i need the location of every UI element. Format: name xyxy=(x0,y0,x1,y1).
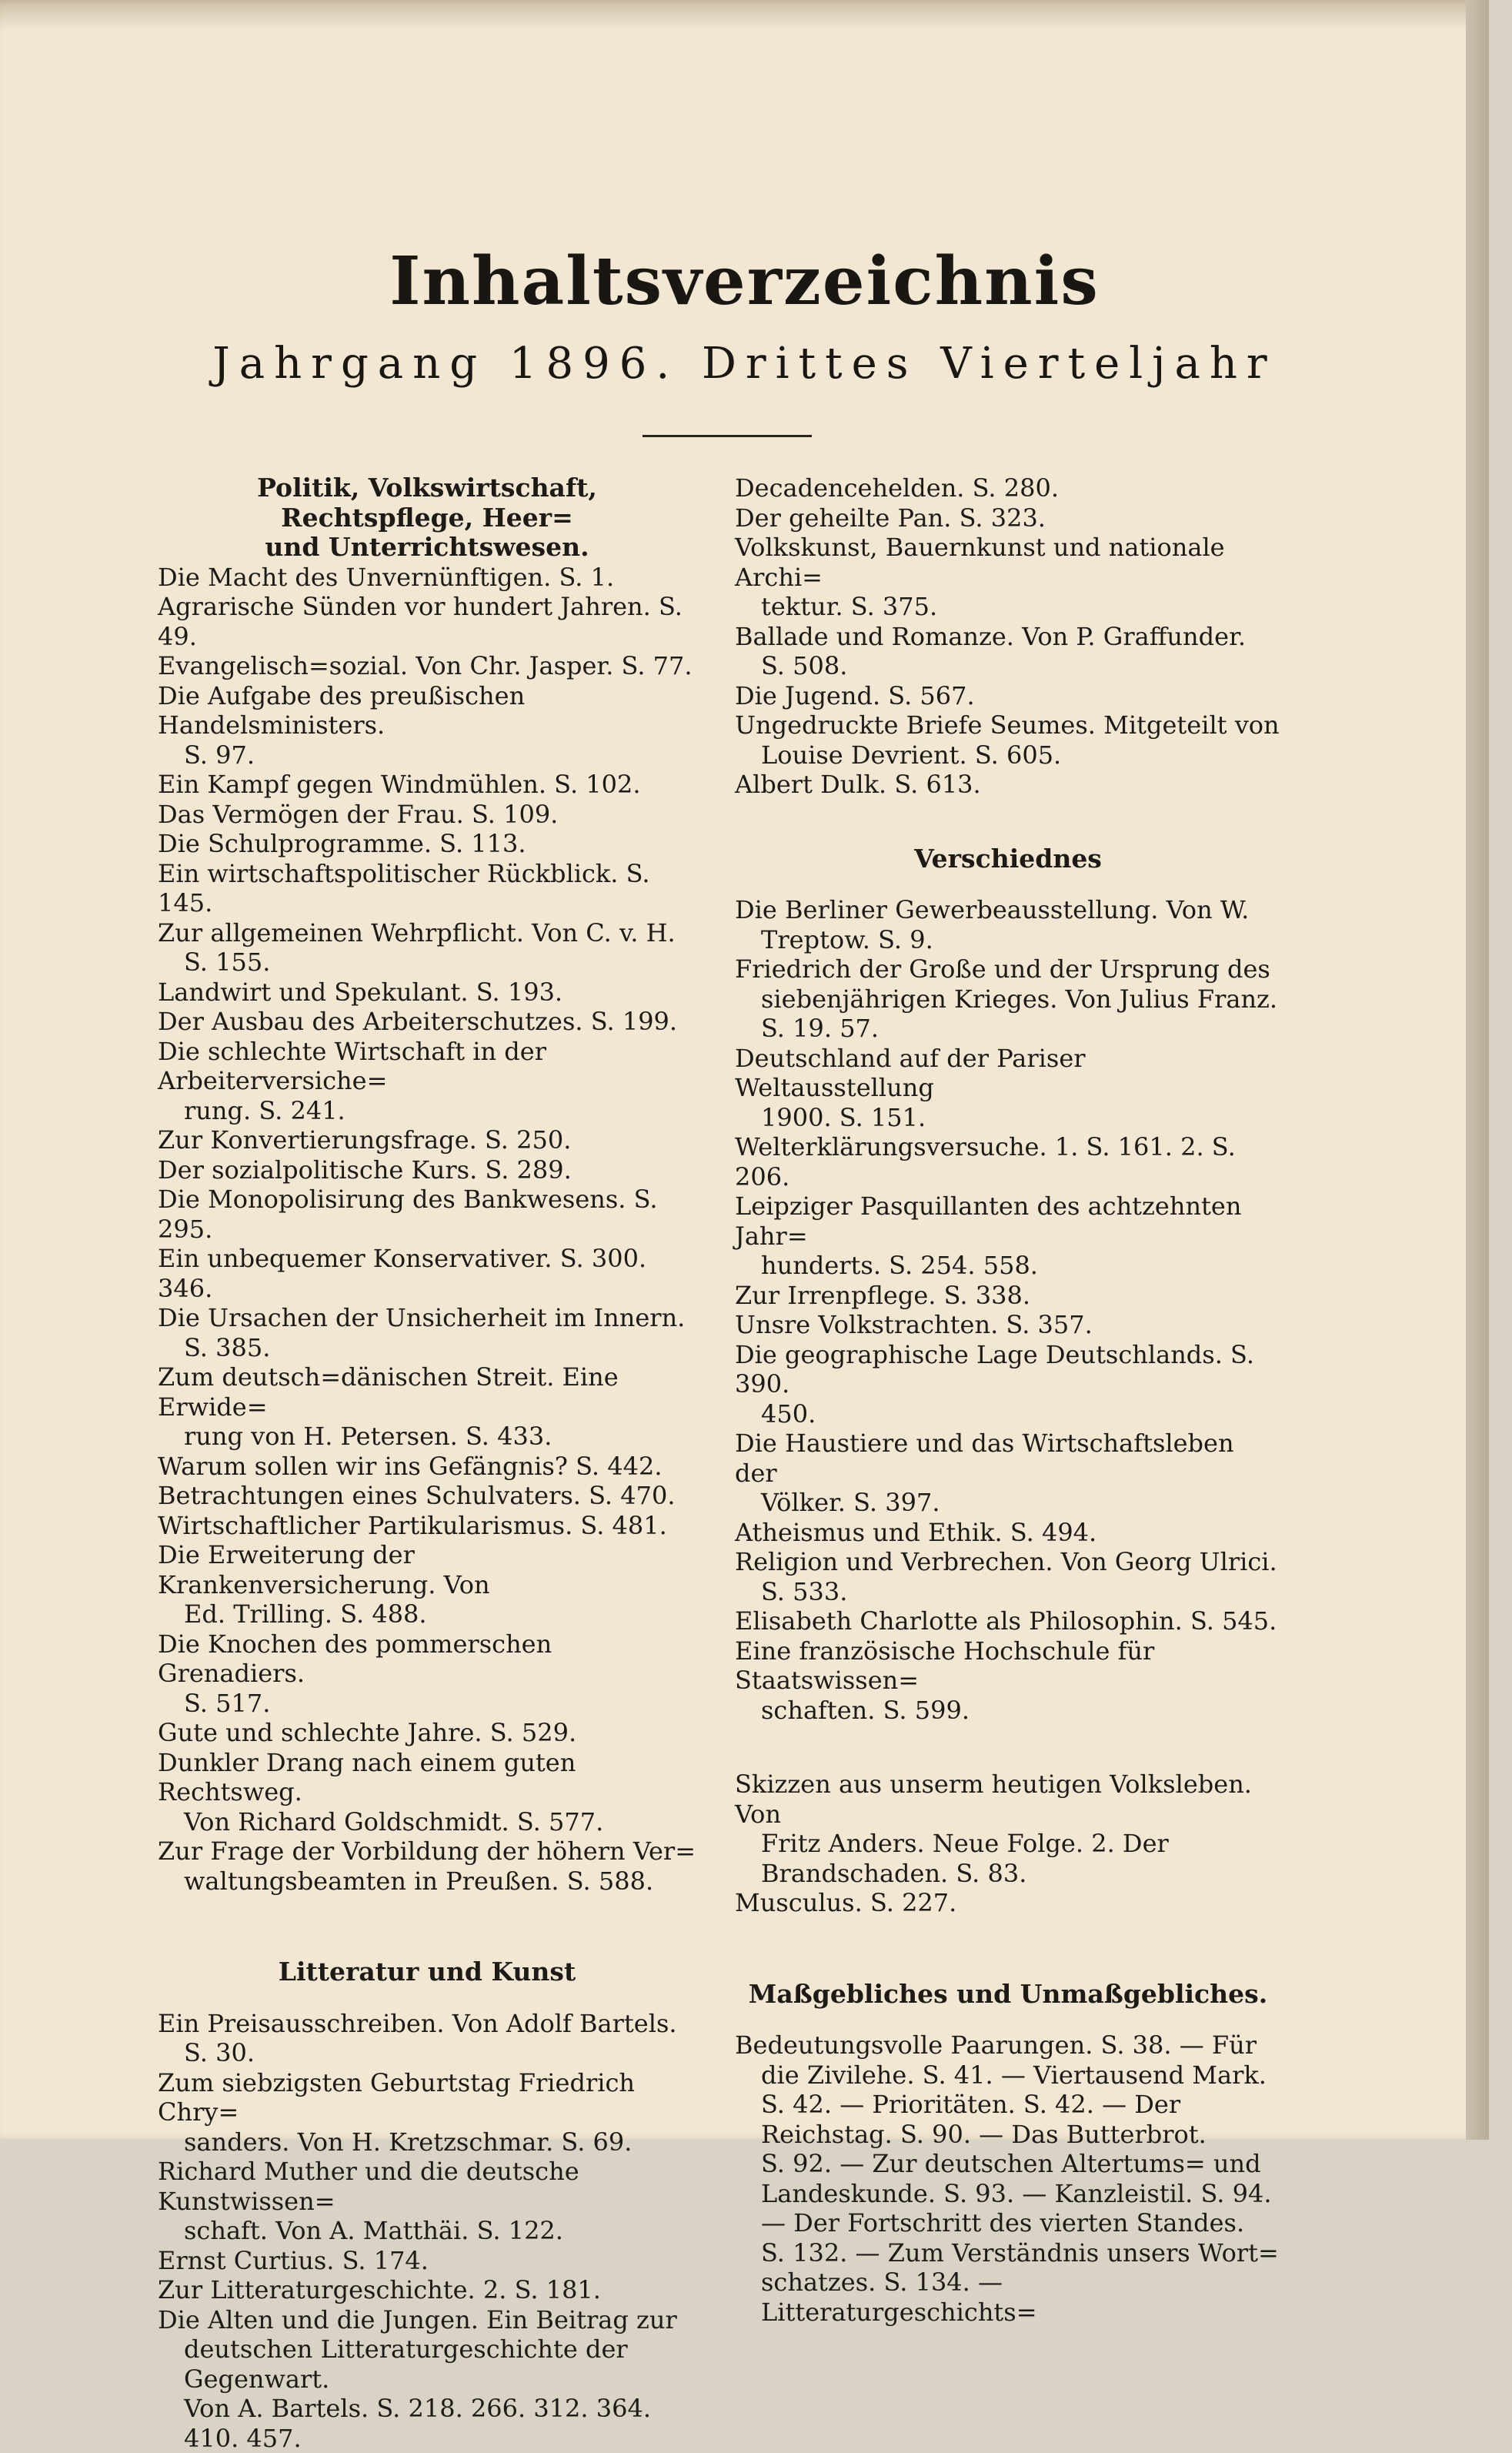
toc-line: Ein unbequemer Konservativer. S. 300. 346. xyxy=(158,1244,696,1303)
toc-line: Landwirt und Spekulant. S. 193. xyxy=(158,978,696,1008)
toc-line: S. 42. — Prioritäten. S. 42. — Der xyxy=(735,2090,1281,2120)
toc-line: Die Haustiere und das Wirtschaftsleben der xyxy=(735,1429,1281,1488)
toc-line: Zur Irrenpflege. S. 338. xyxy=(735,1281,1281,1311)
toc-line: Die schlechte Wirtschaft in der Arbeiterversiche= xyxy=(158,1037,696,1096)
toc-line: rung von H. Petersen. S. 433. xyxy=(158,1422,696,1452)
section-list-litteratur xyxy=(158,2009,696,2453)
toc-line: Die Monopolisirung des Bankwesens. S. 295. xyxy=(158,1185,696,1244)
toc-line: Religion und Verbrechen. Von Georg Ulrici. xyxy=(735,1547,1281,1577)
toc-line: Atheismus und Ethik. S. 494. xyxy=(735,1518,1281,1548)
toc-line: Leipziger Pasquillanten des achtzehnten Jahr= xyxy=(735,1191,1281,1251)
spacer xyxy=(735,800,1281,844)
toc-line: Zur Frage der Vorbildung der höhern Ver= xyxy=(158,1836,696,1866)
toc-line: schaft. Von A. Matthäi. S. 122. xyxy=(158,2216,696,2246)
toc-line: Die Erweiterung der Krankenversicherung. Von xyxy=(158,1540,696,1599)
toc-line: Die Schulprogramme. S. 113. xyxy=(158,829,696,859)
page-subtitle: Jahrgang 1896. Drittes Vierteljahr xyxy=(0,339,1489,389)
section-list-verschiednes xyxy=(735,895,1281,1725)
toc-line: Die Berliner Gewerbeausstellung. Von W. xyxy=(735,895,1281,925)
toc-line: Ernst Curtius. S. 174. xyxy=(158,2246,696,2276)
section-list-politik xyxy=(158,563,696,1897)
toc-line: Treptow. S. 9. xyxy=(735,925,1281,955)
spacer xyxy=(735,874,1281,895)
toc-line: Ballade und Romanze. Von P. Graffunder. xyxy=(735,622,1281,652)
right-column xyxy=(735,473,1281,2327)
spacer xyxy=(735,1725,1281,1770)
toc-line: Unsre Volkstrachten. S. 357. xyxy=(735,1310,1281,1340)
toc-line: Ein Kampf gegen Windmühlen. S. 102. xyxy=(158,770,696,800)
toc-line: rung. S. 241. xyxy=(158,1096,696,1126)
toc-line: waltungsbeamten in Preußen. S. 588. xyxy=(158,1866,696,1897)
toc-line: Dunkler Drang nach einem guten Rechtsweg. xyxy=(158,1748,696,1807)
toc-line: S. 508. xyxy=(735,651,1281,681)
toc-line: Friedrich der Große und der Ursprung des xyxy=(735,954,1281,984)
toc-line: S. 30. xyxy=(158,2038,696,2068)
section-heading-politik xyxy=(158,473,696,563)
toc-line: S. 97. xyxy=(158,740,696,770)
toc-line: Louise Devrient. S. 605. xyxy=(735,740,1281,770)
toc-line: Agrarische Sünden vor hundert Jahren. S. 49. xyxy=(158,592,696,651)
toc-line: sanders. Von H. Kretzschmar. S. 69. xyxy=(158,2127,696,2157)
toc-line: Eine französische Hochschule für Staatswissen= xyxy=(735,1636,1281,1696)
toc-line: die Zivilehe. S. 41. — Viertausend Mark. xyxy=(735,2060,1281,2090)
toc-line: S. 132. — Zum Verständnis unsers Wort= xyxy=(735,2238,1281,2268)
toc-line: Volkskunst, Bauernkunst und nationale Archi= xyxy=(735,533,1281,592)
toc-line: Ein wirtschaftspolitischer Rückblick. S. 145. xyxy=(158,859,696,918)
toc-line: Die Jugend. S. 567. xyxy=(735,681,1281,711)
toc-line: Der sozialpolitische Kurs. S. 289. xyxy=(158,1155,696,1185)
toc-line: S. 385. xyxy=(158,1333,696,1363)
toc-line: S. 533. xyxy=(735,1577,1281,1607)
toc-line: Fritz Anders. Neue Folge. 2. Der xyxy=(735,1829,1281,1859)
toc-line: Zum siebzigsten Geburtstag Friedrich Chry= xyxy=(158,2068,696,2127)
toc-line: Betrachtungen eines Schulvaters. S. 470. xyxy=(158,1481,696,1511)
toc-line: Ein Preisausschreiben. Von Adolf Bartels. xyxy=(158,2009,696,2039)
page-edge xyxy=(1466,0,1489,2140)
toc-line: schaften. S. 599. xyxy=(735,1696,1281,1726)
toc-line: Das Vermögen der Frau. S. 109. xyxy=(158,800,696,830)
toc-line: Welterklärungsversuche. 1. S. 161. 2. S. 206. xyxy=(735,1132,1281,1191)
toc-line: Ungedruckte Briefe Seumes. Mitgeteilt von xyxy=(735,710,1281,740)
toc-line: 450. xyxy=(735,1399,1281,1429)
toc-line: Zur allgemeinen Wehrpflicht. Von C. v. H. xyxy=(158,918,696,948)
section-heading-line: und Unterrichtswesen. xyxy=(158,533,696,563)
toc-line: Der geheilte Pan. S. 323. xyxy=(735,503,1281,533)
section-heading-verschiednes: Verschiednes xyxy=(735,844,1281,874)
toc-line: Landeskunde. S. 93. — Kanzleistil. S. 94. xyxy=(735,2179,1281,2209)
toc-line: S. 19. 57. xyxy=(735,1014,1281,1044)
toc-line: Zur Litteraturgeschichte. 2. S. 181. xyxy=(158,2275,696,2305)
toc-line: 1900. S. 151. xyxy=(735,1103,1281,1133)
toc-line: Gute und schlechte Jahre. S. 529. xyxy=(158,1718,696,1748)
toc-line: Zum deutsch=dänischen Streit. Eine Erwide= xyxy=(158,1362,696,1422)
toc-line: Deutschland auf der Pariser Weltausstellung xyxy=(735,1044,1281,1103)
page-shadow xyxy=(0,0,1489,31)
section-list-continuation xyxy=(735,473,1281,800)
title-rule xyxy=(643,435,812,437)
toc-line: tektur. S. 375. xyxy=(735,592,1281,622)
toc-line: Zur Konvertierungsfrage. S. 250. xyxy=(158,1125,696,1155)
toc-line: Von Richard Goldschmidt. S. 577. xyxy=(158,1807,696,1837)
toc-line: siebenjährigen Krieges. Von Julius Franz. xyxy=(735,984,1281,1014)
section-heading-massgebliches: Maßgebliches und Unmaßgebliches. xyxy=(735,1980,1281,2010)
toc-line: deutschen Litteraturgeschichte der Gegenwart. xyxy=(158,2334,696,2394)
toc-line: Die geographische Lage Deutschlands. S. 390. xyxy=(735,1340,1281,1399)
spacer xyxy=(158,1896,696,1957)
section-heading-litteratur: Litteratur und Kunst xyxy=(158,1957,696,1987)
section-list-skizzen xyxy=(735,1770,1281,1918)
toc-line: Die Alten und die Jungen. Ein Beitrag zur xyxy=(158,2305,696,2335)
toc-line: Warum sollen wir ins Gefängnis? S. 442. xyxy=(158,1452,696,1482)
toc-line: Die Knochen des pommerschen Grenadiers. xyxy=(158,1629,696,1689)
left-column xyxy=(158,473,696,2453)
toc-line: Musculus. S. 227. xyxy=(735,1888,1281,1918)
toc-line: hunderts. S. 254. 558. xyxy=(735,1251,1281,1281)
toc-line: Völker. S. 397. xyxy=(735,1488,1281,1518)
toc-line: Elisabeth Charlotte als Philosophin. S. 545. xyxy=(735,1606,1281,1636)
toc-line: Skizzen aus unserm heutigen Volksleben. Von xyxy=(735,1770,1281,1829)
toc-line: 410. 457. xyxy=(158,2424,696,2453)
toc-line: Der Ausbau des Arbeiterschutzes. S. 199. xyxy=(158,1007,696,1037)
toc-line: Die Aufgabe des preußischen Handelsministers. xyxy=(158,681,696,740)
spacer xyxy=(158,1987,696,2009)
toc-line: S. 155. xyxy=(158,947,696,978)
toc-line: S. 517. xyxy=(158,1689,696,1719)
toc-line: Richard Muther und die deutsche Kunstwissen= xyxy=(158,2157,696,2216)
page-title: Inhaltsverzeichnis xyxy=(0,242,1489,320)
toc-line: Evangelisch=sozial. Von Chr. Jasper. S. 77. xyxy=(158,651,696,681)
toc-line: Wirtschaftlicher Partikularismus. S. 481. xyxy=(158,1511,696,1541)
section-list-massgebliches xyxy=(735,2030,1281,2327)
toc-line: Ed. Trilling. S. 488. xyxy=(158,1599,696,1629)
toc-line: Albert Dulk. S. 613. xyxy=(735,770,1281,800)
toc-line: — Der Fortschritt des vierten Standes. xyxy=(735,2208,1281,2238)
spacer xyxy=(735,2009,1281,2030)
toc-line: Bedeutungsvolle Paarungen. S. 38. — Für xyxy=(735,2030,1281,2060)
toc-line: Decadencehelden. S. 280. xyxy=(735,473,1281,503)
toc-line: Brandschaden. S. 83. xyxy=(735,1859,1281,1889)
toc-line: Die Macht des Unvernünftigen. S. 1. xyxy=(158,563,696,593)
toc-line: S. 92. — Zur deutschen Altertums= und xyxy=(735,2149,1281,2179)
toc-line: Von A. Bartels. S. 218. 266. 312. 364. xyxy=(158,2394,696,2424)
toc-line: schatzes. S. 134. — Litteraturgeschichts= xyxy=(735,2268,1281,2327)
section-heading-line: Politik, Volkswirtschaft, Rechtspflege, Heer= xyxy=(158,473,696,533)
toc-line: Reichstag. S. 90. — Das Butterbrot. xyxy=(735,2120,1281,2150)
spacer xyxy=(735,1918,1281,1980)
toc-line: Die Ursachen der Unsicherheit im Innern. xyxy=(158,1303,696,1333)
